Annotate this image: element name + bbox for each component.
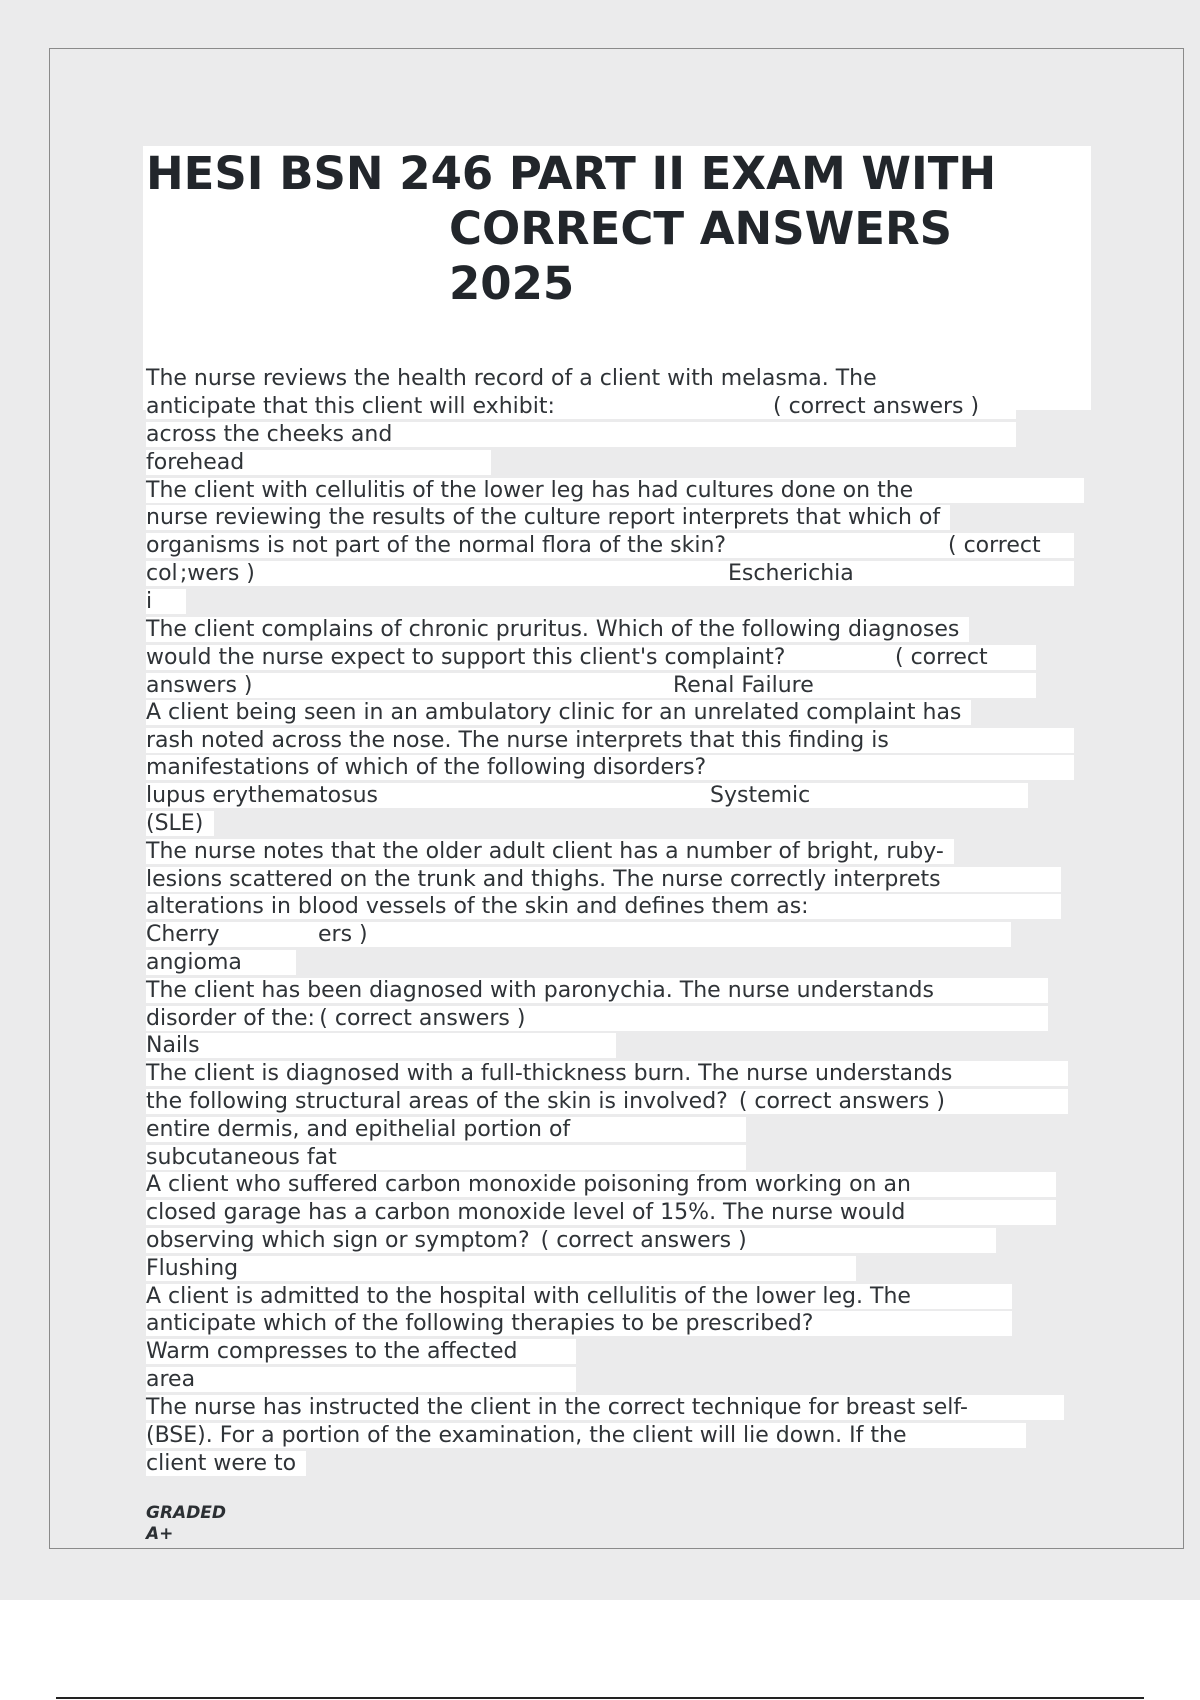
text-line: lesions scattered on the trunk and thighs. The nurse correctly interprets bbox=[146, 867, 1061, 892]
text-line: organisms is not part of the normal flora of the skin? bbox=[146, 533, 1074, 558]
text-line: The nurse reviews the health record of a client with melasma. The bbox=[146, 366, 887, 391]
text-line: client were to bbox=[146, 1451, 306, 1476]
footer-grade: A+ bbox=[146, 1524, 174, 1544]
answer-marker: ( correct bbox=[948, 533, 1041, 558]
answer-text: Renal Failure bbox=[673, 673, 814, 698]
text-line: The client has been diagnosed with paronychia. The nurse understands bbox=[146, 978, 1048, 1003]
text-line: closed garage has a carbon monoxide level of 15%. The nurse would bbox=[146, 1200, 1056, 1225]
text-line: the following structural areas of the skin is involved? ( correct answers ) bbox=[146, 1089, 1068, 1114]
bottom-rule bbox=[56, 1697, 1144, 1699]
text-line: anticipate that this client will exhibit: bbox=[146, 394, 1016, 419]
text-line: A client is admitted to the hospital with cellulitis of the lower leg. The bbox=[146, 1284, 1012, 1309]
text-line: A client who suffered carbon monoxide poisoning from working on an bbox=[146, 1172, 1056, 1197]
answer-marker: ers ) bbox=[318, 922, 368, 947]
text-line: observing which sign or symptom? ( correct answers ) bbox=[146, 1228, 996, 1253]
text-line: answers ) bbox=[146, 673, 1036, 698]
text-line: (BSE). For a portion of the examination, the client will lie down. If the bbox=[146, 1423, 1026, 1448]
text-line: lupus erythematosus bbox=[146, 783, 1028, 808]
answer-marker: ( correct answers ) bbox=[773, 394, 980, 419]
text-line: manifestations of which of the following disorders? bbox=[146, 755, 1074, 780]
answer-text: Systemic bbox=[710, 783, 811, 808]
footer-graded: GRADED bbox=[146, 1503, 227, 1523]
text-line: The nurse notes that the older adult client has a number of bright, ruby- bbox=[146, 839, 954, 864]
text-line: would the nurse expect to support this client's complaint? bbox=[146, 645, 1036, 670]
text-line: across the cheeks and bbox=[146, 422, 1016, 447]
text-line: disorder of the: ( correct answers ) bbox=[146, 1006, 1048, 1031]
text-line: Nails bbox=[146, 1033, 616, 1058]
text-line: i bbox=[146, 589, 186, 614]
text-line: (SLE) bbox=[146, 811, 214, 836]
text-line: area bbox=[146, 1367, 576, 1392]
text-line: The nurse has instructed the client in the correct technique for breast self- bbox=[146, 1395, 1064, 1420]
text-line: nurse reviewing the results of the culture report interprets that which of bbox=[146, 505, 950, 530]
text-line: col ;wers ) bbox=[146, 561, 1074, 586]
text-line: forehead bbox=[146, 450, 491, 475]
text-line: alterations in blood vessels of the skin and defines them as: bbox=[146, 894, 1061, 919]
text-line: The client is diagnosed with a full-thickness burn. The nurse understands bbox=[146, 1061, 1068, 1086]
text-line: Cherry bbox=[146, 922, 1011, 947]
text-line: The client complains of chronic pruritus. Which of the following diagnoses bbox=[146, 617, 969, 642]
text-line: anticipate which of the following therapies to be prescribed? bbox=[146, 1311, 1012, 1336]
answer-text: Escherichia bbox=[728, 561, 854, 586]
answer-marker: ( correct bbox=[895, 645, 988, 670]
text-line: Warm compresses to the affected bbox=[146, 1339, 576, 1364]
title-line: 2025 bbox=[449, 257, 575, 310]
text-line: A client being seen in an ambulatory clinic for an unrelated complaint has bbox=[146, 700, 971, 725]
title-line: HESI BSN 246 PART II EXAM WITH bbox=[146, 147, 997, 200]
text-line: The client with cellulitis of the lower leg has had cultures done on the bbox=[146, 478, 1084, 503]
text-line: rash noted across the nose. The nurse interprets that this finding is bbox=[146, 728, 1074, 753]
text-line: entire dermis, and epithelial portion of bbox=[146, 1117, 746, 1142]
text-line: angioma bbox=[146, 950, 296, 975]
text-line: subcutaneous fat bbox=[146, 1145, 746, 1170]
title-line: CORRECT ANSWERS bbox=[449, 202, 953, 255]
text-line: Flushing bbox=[146, 1256, 856, 1281]
